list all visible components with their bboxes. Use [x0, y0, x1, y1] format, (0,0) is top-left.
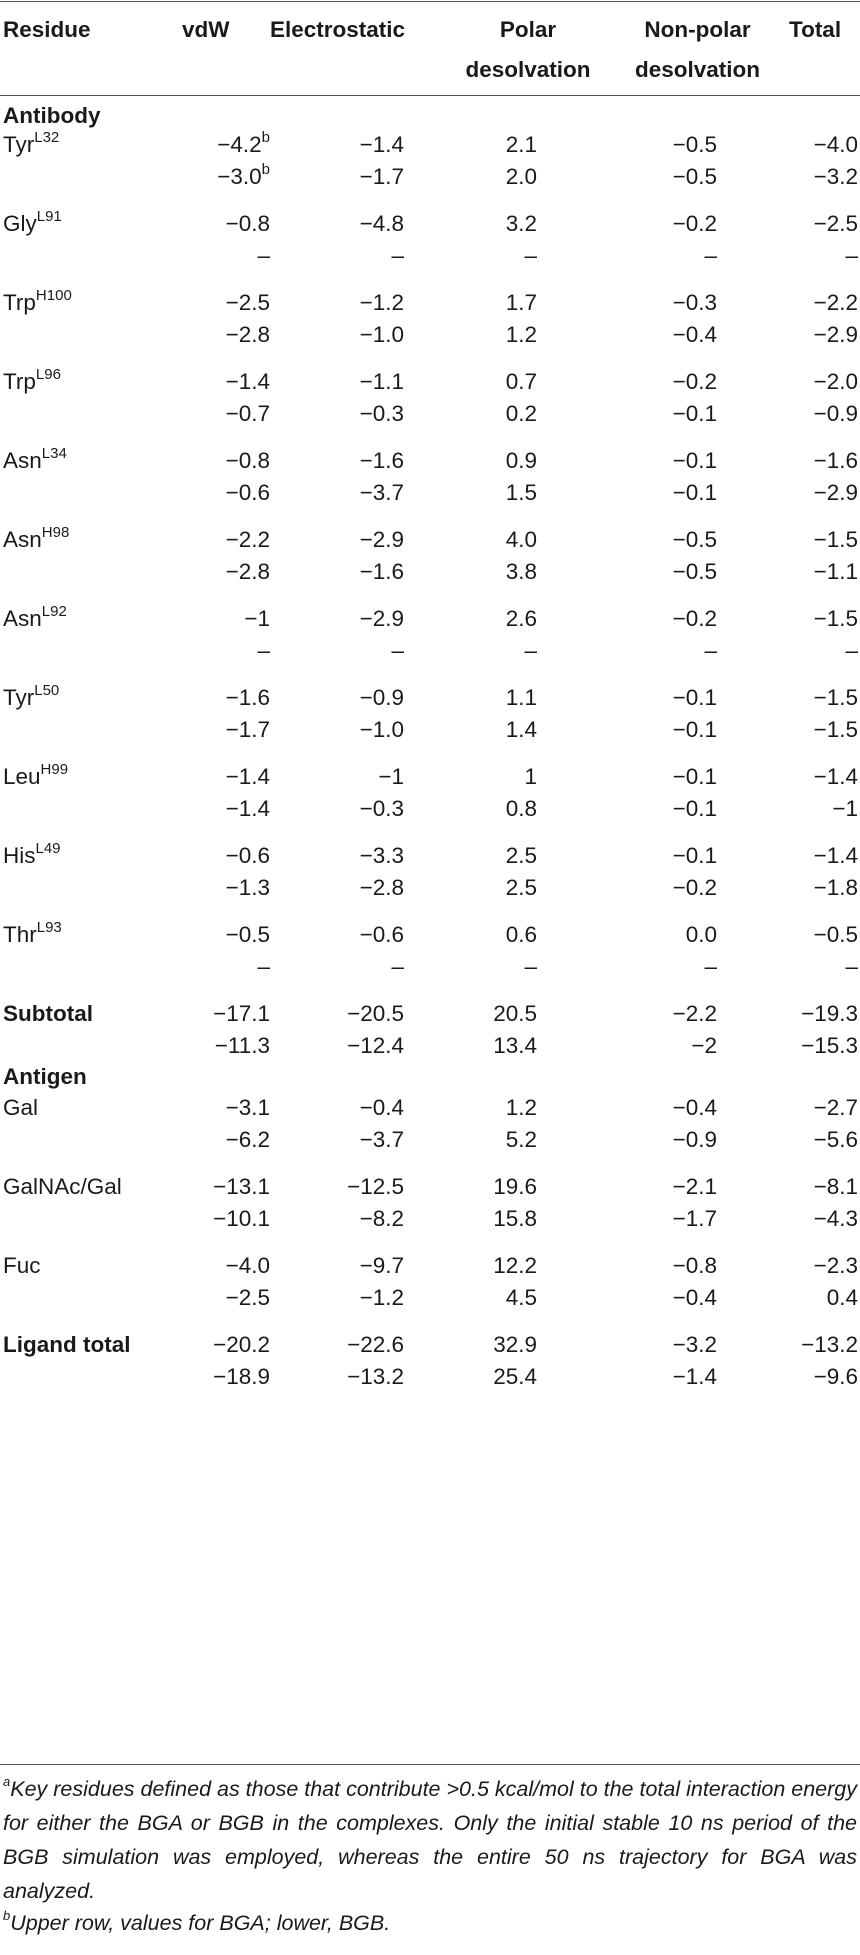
vdw-value [257, 947, 270, 987]
polar-desolvation-value-text: – [524, 243, 537, 268]
table-row-bgb [0, 710, 860, 750]
table-row-bgb [0, 868, 860, 908]
vdw-value-text: −4.2 [217, 132, 262, 157]
vdw-value [226, 1278, 270, 1318]
nonpolar-desolvation-value [673, 789, 717, 829]
polar-desolvation-value [506, 552, 537, 592]
nonpolar-desolvation-value-text: −1.4 [672, 1364, 717, 1389]
table-row-bgb [0, 1357, 860, 1397]
electrostatic-value-text: −1.6 [359, 559, 404, 584]
residue-superscript: L50 [34, 681, 60, 699]
residue-superscript: H98 [41, 523, 70, 541]
electrostatic-value-text: −2.9 [359, 606, 404, 631]
vdw-value [226, 552, 270, 592]
total-value-text: −1.8 [813, 875, 858, 900]
vdw-value-text: −2.8 [225, 559, 270, 584]
vdw-value-text: −4.0 [225, 1253, 270, 1278]
residue-superscript: L93 [36, 918, 62, 936]
electrostatic-value [360, 789, 404, 829]
electrostatic-value-text: −1.6 [359, 448, 404, 473]
residue-superscript: L91 [36, 207, 62, 225]
vdw-value-text: −6.2 [225, 1127, 270, 1152]
table-row-bgb [0, 947, 860, 987]
total-value-text: −2.0 [813, 369, 858, 394]
vdw-value-text: −1 [244, 606, 270, 631]
vdw-value-text: −20.2 [213, 1332, 270, 1357]
total-value [845, 947, 858, 987]
total-value-text: −2.7 [813, 1095, 858, 1120]
residue-name-text: Thr [3, 922, 37, 947]
nonpolar-desolvation-value-text: −0.2 [672, 875, 717, 900]
residue-name-text: Subtotal [3, 1001, 93, 1026]
vdw-value-text: −2.5 [225, 290, 270, 315]
polar-desolvation-value [524, 236, 537, 276]
header-polar-line1: Polar [499, 17, 557, 42]
footnote-b-text: Upper row, values for BGA; lower, BGB. [10, 1911, 391, 1935]
vdw-value-text: −1.4 [225, 764, 270, 789]
electrostatic-value-text: −12.4 [347, 1033, 404, 1058]
electrostatic-value-text: −22.6 [347, 1332, 404, 1357]
polar-desolvation-value [506, 1278, 537, 1318]
residue-name-text: Tyr [3, 132, 35, 157]
total-value-text: −0.9 [813, 401, 858, 426]
polar-desolvation-value-text: 1.2 [505, 1095, 537, 1120]
nonpolar-desolvation-value-text: −0.2 [672, 606, 717, 631]
vdw-value [257, 631, 270, 671]
total-value-text: −1.1 [813, 559, 858, 584]
total-value [814, 552, 858, 592]
polar-desolvation-value-text: 4.5 [505, 1285, 537, 1310]
electrostatic-value-text: −1.7 [359, 164, 404, 189]
vdw-value-text: −11.3 [214, 1033, 270, 1058]
nonpolar-desolvation-value-text: −0.9 [672, 1127, 717, 1152]
polar-desolvation-value [506, 868, 537, 908]
polar-desolvation-value [506, 789, 537, 829]
total-value [814, 710, 858, 750]
nonpolar-desolvation-value [704, 947, 717, 987]
nonpolar-desolvation-value-text: – [704, 243, 717, 268]
section-label: Antibody [3, 103, 101, 128]
vdw-value-text: −10.1 [213, 1206, 270, 1231]
nonpolar-desolvation-value-text: −0.2 [672, 211, 717, 236]
nonpolar-desolvation-value-text: −0.1 [672, 764, 717, 789]
nonpolar-desolvation-value-text: −0.3 [672, 290, 717, 315]
total-value-text: −1.4 [813, 764, 858, 789]
polar-desolvation-value-text: 1.4 [505, 717, 537, 742]
vdw-value-text: −1.6 [225, 685, 270, 710]
vdw-value-text: −2.5 [225, 1285, 270, 1310]
vdw-value-text: −1.4 [225, 796, 270, 821]
nonpolar-desolvation-value-text: −0.1 [672, 843, 717, 868]
residue-name-text: Leu [3, 764, 41, 789]
total-value-text: −8.1 [813, 1174, 858, 1199]
vdw-value [257, 236, 270, 276]
vdw-value-text: −3.1 [225, 1095, 270, 1120]
total-value [845, 236, 858, 276]
nonpolar-desolvation-value-text: −3.2 [672, 1332, 717, 1357]
table-row-bgb [0, 552, 860, 592]
residue-superscript: L92 [41, 602, 67, 620]
header-nonpolar-desolvation [615, 10, 780, 90]
vdw-value-text: −1.7 [225, 717, 270, 742]
nonpolar-desolvation-value [704, 631, 717, 671]
residue-name-text: Asn [3, 606, 42, 631]
nonpolar-desolvation-value-text: −2.1 [672, 1174, 717, 1199]
vdw-value-text: – [257, 954, 270, 979]
vdw-value [226, 710, 270, 750]
total-value-text: −4.0 [813, 132, 858, 157]
header-total: Total [789, 17, 842, 42]
electrostatic-value [360, 394, 404, 434]
electrostatic-value-text: −2.9 [359, 527, 404, 552]
polar-desolvation-value [524, 631, 537, 671]
electrostatic-value-text: −1.4 [359, 132, 404, 157]
electrostatic-value-text: – [391, 638, 404, 663]
total-value [814, 315, 858, 355]
electrostatic-value [391, 631, 404, 671]
residue-superscript: L49 [35, 839, 61, 857]
polar-desolvation-value-text: 2.1 [505, 132, 537, 157]
vdw-value-text: −2.2 [225, 527, 270, 552]
polar-desolvation-value [506, 157, 537, 197]
polar-desolvation-value-text: 20.5 [493, 1001, 537, 1026]
table-row-bgb [0, 789, 860, 829]
polar-desolvation-value-text: 15.8 [493, 1206, 537, 1231]
header-electrostatic: Electrostatic [270, 17, 406, 42]
nonpolar-desolvation-value-text: −2 [691, 1033, 717, 1058]
total-value [814, 1199, 858, 1239]
polar-desolvation-value-text: 12.2 [493, 1253, 537, 1278]
total-value-text: −1.5 [813, 606, 858, 631]
header-polar-line2: desolvation [465, 57, 591, 82]
polar-desolvation-value-text: 2.5 [505, 843, 537, 868]
residue-superscript: L96 [35, 365, 61, 383]
header-residue: Residue [3, 17, 91, 42]
residue-name-text: Ligand total [3, 1332, 131, 1357]
total-value-text: −2.9 [813, 480, 858, 505]
total-value [827, 1278, 858, 1318]
polar-desolvation-value-text: 0.8 [505, 796, 537, 821]
residue-name-text: Fuc [3, 1253, 41, 1278]
nonpolar-desolvation-value-text: −0.1 [672, 401, 717, 426]
residue-name-text: Gly [3, 211, 37, 236]
electrostatic-value-text: −2.8 [359, 875, 404, 900]
electrostatic-value-text: −3.3 [359, 843, 404, 868]
total-value-text: −2.5 [813, 211, 858, 236]
polar-desolvation-value-text: 32.9 [493, 1332, 537, 1357]
nonpolar-desolvation-value-text: −0.4 [672, 1285, 717, 1310]
total-value-text: – [845, 638, 858, 663]
electrostatic-value [391, 236, 404, 276]
table-row-bgb [0, 394, 860, 434]
table-row-bgb [0, 1120, 860, 1160]
electrostatic-value [391, 947, 404, 987]
table-row-bgb [0, 315, 860, 355]
polar-desolvation-value-text: – [524, 954, 537, 979]
polar-desolvation-value-text: 4.0 [505, 527, 537, 552]
polar-desolvation-value-text: 0.6 [505, 922, 537, 947]
electrostatic-value-text: −1.2 [359, 1285, 404, 1310]
total-value-text: −19.3 [801, 1001, 858, 1026]
total-value-text: −1.5 [813, 717, 858, 742]
total-value-text: −5.6 [813, 1127, 858, 1152]
total-value-text: −0.5 [813, 922, 858, 947]
nonpolar-desolvation-value [673, 552, 717, 592]
polar-desolvation-value-text: – [524, 638, 537, 663]
footnote-marker: b [261, 128, 270, 146]
residue-superscript: H100 [35, 286, 72, 304]
vdw-value-text: −18.9 [213, 1364, 270, 1389]
polar-desolvation-value-text: 1.7 [505, 290, 537, 315]
polar-desolvation-value [506, 710, 537, 750]
vdw-value-text: −0.6 [225, 843, 270, 868]
total-value-text: −13.2 [801, 1332, 858, 1357]
nonpolar-desolvation-value [673, 315, 717, 355]
table-bottom-rule [0, 1764, 860, 1765]
vdw-value-text: – [257, 638, 270, 663]
total-value-text: 0.4 [826, 1285, 858, 1310]
residue-name-text: Tyr [3, 685, 35, 710]
polar-desolvation-value-text: 19.6 [493, 1174, 537, 1199]
vdw-value-text: −13.1 [213, 1174, 270, 1199]
total-value [814, 473, 858, 513]
nonpolar-desolvation-value-text: – [704, 638, 717, 663]
polar-desolvation-value [524, 947, 537, 987]
nonpolar-desolvation-value [673, 868, 717, 908]
electrostatic-value-text: −1.1 [359, 369, 404, 394]
total-value [814, 868, 858, 908]
electrostatic-value-text: −0.3 [359, 401, 404, 426]
polar-desolvation-value-text: 5.2 [505, 1127, 537, 1152]
nonpolar-desolvation-value [673, 710, 717, 750]
residue-name-text: Gal [3, 1095, 39, 1120]
total-value-text: −2.2 [813, 290, 858, 315]
nonpolar-desolvation-value-text: −2.2 [672, 1001, 717, 1026]
footnote-a-text: Key residues defined as those that contribute >0.5 kcal/mol to the total interaction energy for either the BGA or BGB in the complexes. Only the initial stable 10 ns period of the BGB simulation was employed, whereas the entire 50 ns trajectory for BGA was analyzed. [3, 1777, 858, 1903]
vdw-value-text: −0.8 [225, 211, 270, 236]
polar-desolvation-value-text: 3.2 [505, 211, 537, 236]
footnote-b-mark: b [3, 1907, 11, 1923]
table-top-rule [0, 1, 860, 2]
residue-name-text: Trp [3, 290, 36, 315]
nonpolar-desolvation-value-text: −0.1 [672, 685, 717, 710]
total-value-text: −1.5 [813, 685, 858, 710]
total-value-text: −1.4 [813, 843, 858, 868]
electrostatic-value [360, 1199, 404, 1239]
electrostatic-value-text: −3.7 [359, 1127, 404, 1152]
table-row-bgb [0, 157, 860, 197]
vdw-value-text: −0.6 [225, 480, 270, 505]
electrostatic-value-text: −20.5 [347, 1001, 404, 1026]
polar-desolvation-value-text: 3.8 [505, 559, 537, 584]
polar-desolvation-value [506, 315, 537, 355]
electrostatic-value-text: – [391, 954, 404, 979]
vdw-value-text: −1.4 [225, 369, 270, 394]
nonpolar-desolvation-value-text: −0.5 [672, 527, 717, 552]
residue-superscript: L32 [34, 128, 60, 146]
residue-name-text: Trp [3, 369, 36, 394]
nonpolar-desolvation-value [673, 1357, 717, 1397]
polar-desolvation-value-text: 2.0 [505, 164, 537, 189]
header-nonpolar-line1: Non-polar [644, 17, 751, 42]
section-label: Antigen [3, 1064, 87, 1089]
table-row-bgb [0, 236, 860, 276]
total-value [814, 1120, 858, 1160]
polar-desolvation-value-text: 1.1 [505, 685, 537, 710]
polar-desolvation-value-text: 0.7 [505, 369, 537, 394]
nonpolar-desolvation-value [673, 1120, 717, 1160]
polar-desolvation-value-text: 2.6 [505, 606, 537, 631]
header-vdw: vdW [182, 17, 230, 42]
nonpolar-desolvation-value-text: −1.7 [672, 1206, 717, 1231]
electrostatic-value-text: −1 [378, 764, 404, 789]
nonpolar-desolvation-value-text: −0.4 [672, 322, 717, 347]
total-value-text: −1.5 [813, 527, 858, 552]
polar-desolvation-value-text: 0.2 [505, 401, 537, 426]
total-value [814, 394, 858, 434]
vdw-value [213, 1199, 270, 1239]
total-value-text: −15.3 [801, 1033, 858, 1058]
header-nonpolar-line2: desolvation [634, 57, 761, 82]
polar-desolvation-value-text: 0.9 [505, 448, 537, 473]
total-value [814, 1357, 858, 1397]
electrostatic-value [360, 552, 404, 592]
vdw-value [217, 157, 270, 197]
vdw-value-text: −3.0 [217, 164, 262, 189]
vdw-value-text: – [257, 243, 270, 268]
vdw-value [226, 868, 270, 908]
residue-superscript: H99 [40, 760, 69, 778]
vdw-value-text: −2.8 [225, 322, 270, 347]
total-value [832, 789, 858, 829]
table-row-bgb [0, 1199, 860, 1239]
total-value-text: −1 [832, 796, 858, 821]
electrostatic-value-text: −9.7 [359, 1253, 404, 1278]
nonpolar-desolvation-value-text: −0.1 [672, 717, 717, 742]
nonpolar-desolvation-value-text: −0.1 [672, 796, 717, 821]
footnote-a [3, 1772, 857, 1908]
vdw-value-text: −17.1 [213, 1001, 270, 1026]
vdw-value [226, 789, 270, 829]
table-row-bgb [0, 1278, 860, 1318]
vdw-value-text: −0.7 [225, 401, 270, 426]
vdw-value [226, 473, 270, 513]
footnote-a-mark: a [3, 1773, 11, 1789]
vdw-value-text: −0.8 [225, 448, 270, 473]
residue-name-text: Asn [3, 527, 42, 552]
table-row-bgb [0, 473, 860, 513]
footnote-b [3, 1906, 857, 1940]
nonpolar-desolvation-value-text: −0.1 [672, 448, 717, 473]
electrostatic-value-text: −12.5 [347, 1174, 404, 1199]
total-value-text: – [845, 243, 858, 268]
electrostatic-value-text: −0.9 [359, 685, 404, 710]
electrostatic-value-text: −1.2 [359, 290, 404, 315]
nonpolar-desolvation-value-text: −0.8 [672, 1253, 717, 1278]
polar-desolvation-value [506, 473, 537, 513]
total-value-text: −3.2 [813, 164, 858, 189]
polar-desolvation-value-text: 2.5 [505, 875, 537, 900]
polar-desolvation-value-text: 25.4 [493, 1364, 537, 1389]
electrostatic-value-text: −1.0 [359, 717, 404, 742]
electrostatic-value-text: −4.8 [359, 211, 404, 236]
electrostatic-value [360, 157, 404, 197]
residue-name-text: Asn [3, 448, 42, 473]
nonpolar-desolvation-value-text: 0.0 [685, 922, 717, 947]
electrostatic-value [360, 710, 404, 750]
electrostatic-value [360, 1120, 404, 1160]
electrostatic-value [360, 315, 404, 355]
electrostatic-value [347, 1357, 404, 1397]
residue-superscript: L34 [41, 444, 67, 462]
nonpolar-desolvation-value [673, 1199, 717, 1239]
nonpolar-desolvation-value-text: −0.5 [672, 559, 717, 584]
total-value-text: −4.3 [813, 1206, 858, 1231]
nonpolar-desolvation-value-text: −0.1 [672, 480, 717, 505]
electrostatic-value-text: −13.2 [347, 1364, 404, 1389]
vdw-value-text: −0.5 [225, 922, 270, 947]
polar-desolvation-value-text: 1.5 [505, 480, 537, 505]
vdw-value [226, 1120, 270, 1160]
nonpolar-desolvation-value-text: −0.5 [672, 132, 717, 157]
total-value [845, 631, 858, 671]
nonpolar-desolvation-value [673, 157, 717, 197]
total-value-text: −9.6 [813, 1364, 858, 1389]
electrostatic-value-text: −0.4 [359, 1095, 404, 1120]
residue-name-text: GalNAc/Gal [3, 1174, 122, 1199]
total-value-text: −2.9 [813, 322, 858, 347]
electrostatic-value [360, 868, 404, 908]
vdw-value-text: −1.3 [225, 875, 270, 900]
nonpolar-desolvation-value [704, 236, 717, 276]
polar-desolvation-value [506, 394, 537, 434]
header-polar-desolvation [458, 10, 598, 90]
nonpolar-desolvation-value [673, 473, 717, 513]
footnote-marker: b [261, 160, 270, 178]
vdw-value [226, 394, 270, 434]
electrostatic-value [360, 1278, 404, 1318]
electrostatic-value-text: – [391, 243, 404, 268]
polar-desolvation-value [493, 1357, 537, 1397]
residue-name-text: His [3, 843, 36, 868]
nonpolar-desolvation-value-text: −0.5 [672, 164, 717, 189]
total-value [814, 157, 858, 197]
total-value-text: −2.3 [813, 1253, 858, 1278]
polar-desolvation-value-text: 1 [524, 764, 537, 789]
polar-desolvation-value-text: 1.2 [505, 322, 537, 347]
polar-desolvation-value-text: 13.4 [493, 1033, 537, 1058]
total-value-text: −1.6 [813, 448, 858, 473]
electrostatic-value-text: −0.3 [359, 796, 404, 821]
electrostatic-value-text: −8.2 [359, 1206, 404, 1231]
electrostatic-value-text: −1.0 [359, 322, 404, 347]
vdw-value [226, 315, 270, 355]
electrostatic-value-text: −0.6 [359, 922, 404, 947]
polar-desolvation-value [506, 1120, 537, 1160]
vdw-value [213, 1357, 270, 1397]
electrostatic-value-text: −3.7 [359, 480, 404, 505]
nonpolar-desolvation-value-text: −0.4 [672, 1095, 717, 1120]
nonpolar-desolvation-value [673, 394, 717, 434]
nonpolar-desolvation-value-text: – [704, 954, 717, 979]
electrostatic-value [360, 473, 404, 513]
total-value-text: – [845, 954, 858, 979]
nonpolar-desolvation-value-text: −0.2 [672, 369, 717, 394]
polar-desolvation-value [493, 1199, 537, 1239]
nonpolar-desolvation-value [673, 1278, 717, 1318]
table-row-bgb [0, 631, 860, 671]
